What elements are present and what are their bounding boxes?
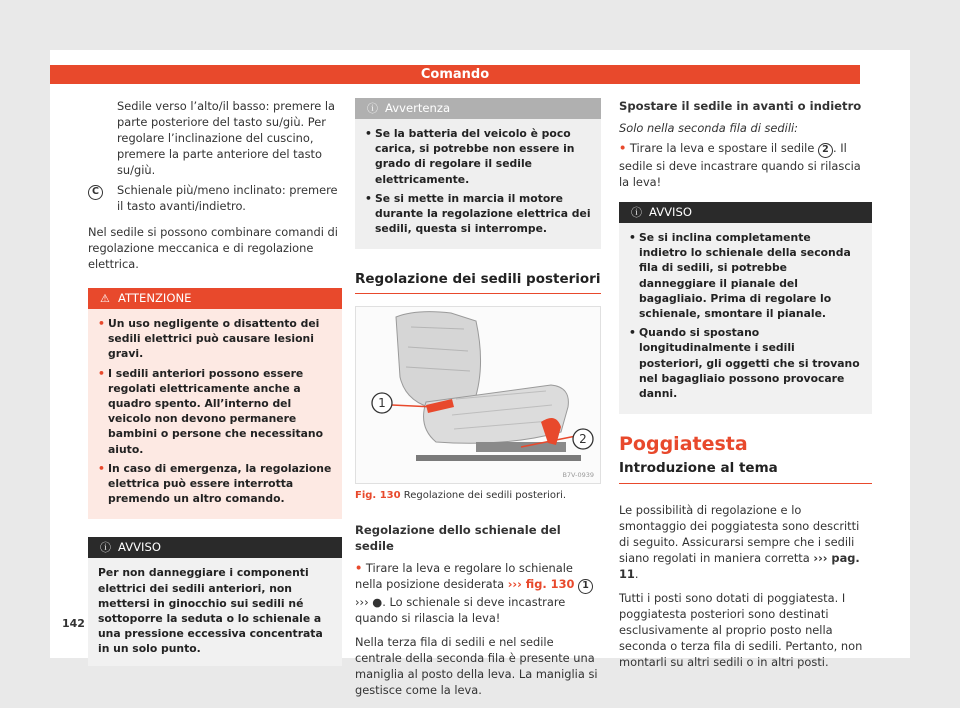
advisory-item: • Se si mette in marcia il motore durante la regolazione elettrica dei sedili, questa si interrompe. bbox=[365, 191, 591, 236]
info-circle-icon: ⓘ bbox=[631, 206, 642, 219]
danger-item: • Un uso negligente o disattento dei sedili elettrici può causare lesioni gravi. bbox=[98, 317, 320, 361]
danger-header bbox=[88, 288, 342, 309]
figure-caption bbox=[355, 488, 601, 504]
page-number: 142 bbox=[62, 617, 85, 630]
column-middle bbox=[355, 98, 601, 706]
notice-title: AVVISO bbox=[118, 540, 161, 555]
danger-title: ATTENZIONE bbox=[118, 291, 192, 305]
headrest-para-1: Le possibilità di regolazione e lo smontaggio dei poggiatesta sono descritti di seguito. Assicurarsi sempre che i sedili siano regolati in maniera corretta ››› pag. 11. bbox=[619, 503, 860, 582]
notice-box bbox=[88, 537, 342, 665]
chapter-title: Poggiatesta bbox=[619, 433, 748, 456]
figure-code: B7V-0939 bbox=[562, 471, 594, 480]
page-link[interactable]: ››› pag. 11 bbox=[619, 551, 860, 582]
warning-triangle-icon: ⚠ bbox=[100, 292, 110, 305]
page-header: Comando bbox=[50, 65, 860, 84]
seat-figure bbox=[355, 306, 601, 484]
column-right bbox=[619, 98, 872, 678]
notice-body: Per non danneggiare i componenti elettrici dei sedili anteriori, non mettersi in ginocchio sui sedili né sottoporre la seduta o lo schienale a una pressione eccessiva concentrata in un solo punto. bbox=[88, 558, 342, 665]
callout-2: 2 bbox=[579, 432, 587, 447]
callout-inline-1: 1 bbox=[578, 579, 593, 594]
notice-header bbox=[88, 537, 342, 558]
danger-item: • In caso di emergenza, la regolazione elettrica può essere interrotta premendo un altro comando. bbox=[98, 461, 332, 506]
danger-item: • I sedili anteriori possono essere regolati elettricamente anche a quadro spento. All’interno del veicolo non devono permanere bambini o persone che necessitano aiuto. bbox=[98, 366, 324, 456]
item-c bbox=[88, 182, 342, 214]
callout-c: C bbox=[88, 185, 103, 200]
notice-header-right bbox=[619, 202, 872, 223]
info-square-icon: ⓘ bbox=[367, 102, 378, 115]
notice-body-right bbox=[619, 223, 872, 414]
figure-link[interactable]: ››› fig. 130 bbox=[507, 577, 575, 592]
second-row-note: Solo nella seconda fila di sedili: bbox=[619, 121, 798, 135]
handle-paragraph: Nella terza fila di sedili e nel sedile centrale della seconda fila è presente una maniglia al posto della leva. La maniglia si gestisce come la leva. bbox=[355, 635, 598, 698]
paragraph-combine: Nel sedile si possono combinare comandi di regolazione meccanica e di regolazione elettrica. bbox=[88, 225, 338, 271]
figure-caption-text: Regolazione dei sedili posteriori. bbox=[403, 490, 567, 502]
danger-body bbox=[88, 309, 342, 519]
notice-title-right: AVVISO bbox=[649, 205, 692, 219]
rear-seat-illustration bbox=[356, 307, 600, 483]
callout-1: 1 bbox=[378, 396, 386, 411]
backrest-instruction: • Tirare la leva e regolare lo schienale nella posizione desiderata ››› fig. 130 1 ››› ●. Lo schienale si deve incastrare quando si rilascia la leva! bbox=[355, 560, 601, 626]
notice-item: • Se si inclina completamente indietro lo schienale della seconda fila di sedili, si potrebbe danneggiare il pianale del bagagliaio. Prima di regolare lo schienale, smontare il pianale. bbox=[629, 231, 851, 321]
notice-item: • Quando si spostano longitudinalmente i sedili posteriori, gli oggetti che si trovano nel bagagliaio possono provocare danni. bbox=[629, 326, 860, 401]
backrest-subtitle: Regolazione dello schienale del sedile bbox=[355, 523, 561, 554]
callout-inline-2: 2 bbox=[818, 143, 833, 158]
move-seat-subtitle: Spostare il sedile in avanti o indietro bbox=[619, 99, 862, 113]
info-circle-icon: ⓘ bbox=[100, 541, 111, 555]
move-seat-instruction: • Tirare la leva e spostare il sedile 2 . Il sedile si deve incastrare quando si rilascia la leva! bbox=[619, 141, 861, 189]
advisory-box bbox=[355, 98, 601, 249]
advisory-body bbox=[355, 119, 601, 249]
warning-dot-icon: ● bbox=[372, 595, 383, 610]
item-b-text: Sedile verso l’alto/il basso: premere la parte posteriore del tasto su/giù. Per regolare l’inclinazione del cuscino, premere la parte anteriore del tasto su/giù. bbox=[117, 99, 336, 177]
headrest-para-2: Tutti i posti sono dotati di poggiatesta. I poggiatesta posteriori sono destinati esclusivamente al proprio posto nella seconda o terza fila di sedili. Pertanto, non montarli su altri sedili o in altri posti. bbox=[619, 591, 863, 670]
notice-box-right bbox=[619, 202, 872, 414]
advisory-header bbox=[355, 98, 601, 119]
advisory-title: Avvertenza bbox=[385, 101, 451, 115]
section-title: Regolazione dei sedili posteriori bbox=[355, 271, 601, 294]
item-b bbox=[88, 98, 342, 178]
column-left bbox=[88, 98, 342, 678]
intro-title: Introduzione al tema bbox=[619, 460, 872, 484]
advisory-item: • Se la batteria del veicolo è poco carica, si potrebbe non essere in grado di regolare il sedile elettricamente. bbox=[365, 127, 575, 186]
danger-box bbox=[88, 288, 342, 519]
figure-number: Fig. 130 bbox=[355, 490, 401, 502]
item-c-text: Schienale più/meno inclinato: premere il tasto avanti/indietro. bbox=[117, 183, 338, 213]
